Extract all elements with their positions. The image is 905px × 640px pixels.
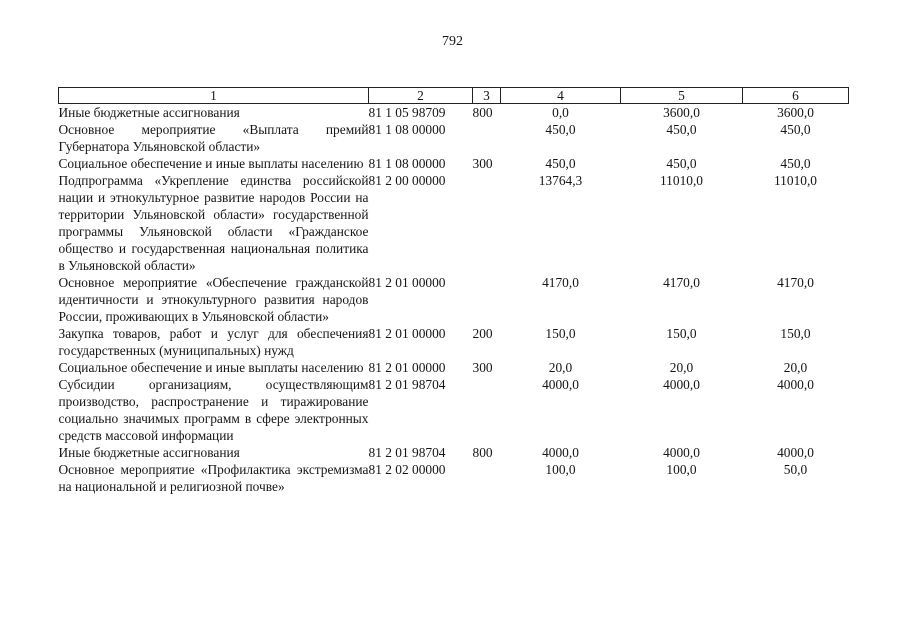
- row-name: Основное мероприятие «Обеспечение гражданской идентичности и этнокультурного развития народов России, проживающих в Ульяновской области»: [58, 275, 369, 324]
- row-expense-type: [473, 461, 501, 495]
- row-value-col6: 4000,0: [777, 377, 814, 392]
- row-expense-type: 800: [472, 445, 493, 460]
- row-code: 81 2 01 00000: [368, 275, 446, 290]
- budget-table: [58, 87, 849, 495]
- row-value-col5: 4000,0: [663, 377, 700, 392]
- row-value-col6: 11010,0: [773, 173, 818, 188]
- row-code: 81 2 02 00000: [368, 462, 446, 477]
- row-value-col4: 100,0: [545, 462, 576, 477]
- row-code: 81 1 08 00000: [368, 156, 446, 171]
- row-value-col4: 4000,0: [542, 445, 579, 460]
- row-code: 81 2 01 98704: [368, 377, 446, 392]
- table-row: [59, 359, 849, 376]
- row-value-col4: 4000,0: [542, 377, 579, 392]
- row-value-col5: 11010,0: [659, 173, 704, 188]
- row-value-col4: 20,0: [548, 360, 573, 375]
- row-name: Закупка товаров, работ и услуг для обеспечения государственных (муниципальных) нужд: [58, 326, 369, 358]
- row-expense-type: [473, 274, 501, 325]
- row-value-col5: 450,0: [666, 156, 697, 171]
- row-name: Основное мероприятие «Выплата премий Губернатора Ульяновской области»: [58, 122, 369, 154]
- row-name: Иные бюджетные ассигнования: [58, 445, 240, 460]
- table-row: [59, 104, 849, 122]
- row-code: 81 2 01 98704: [368, 445, 446, 460]
- row-name: Подпрограмма «Укрепление единства российской нации и этнокультурное развитие народов России на территории Ульяновской области» государственной программы Ульяновской области «Гражданское общество и государственная национальная политика в Ульяновской области»: [58, 173, 369, 273]
- row-name: Основное мероприятие «Профилактика экстремизма на национальной и религиозной почве»: [58, 462, 369, 494]
- row-value-col6: 4000,0: [777, 445, 814, 460]
- row-value-col4: 4170,0: [542, 275, 579, 290]
- row-expense-type: 300: [472, 156, 493, 171]
- row-code: 81 1 08 00000: [368, 122, 446, 137]
- row-value-col6: 150,0: [780, 326, 811, 341]
- row-value-col5: 3600,0: [663, 105, 700, 120]
- row-code: 81 1 05 98709: [368, 105, 446, 120]
- row-value-col4: 13764,3: [538, 173, 583, 188]
- header-col-5: 5: [621, 88, 743, 104]
- row-expense-type: 300: [472, 360, 493, 375]
- row-value-col4: 0,0: [552, 105, 569, 120]
- header-col-6: 6: [743, 88, 849, 104]
- row-value-col6: 50,0: [783, 462, 808, 477]
- header-col-4: 4: [501, 88, 621, 104]
- table-row: [59, 376, 849, 444]
- row-name: Социальное обеспечение и иные выплаты населению: [58, 156, 364, 171]
- header-col-1: 1: [59, 88, 369, 104]
- row-value-col5: 150,0: [666, 326, 697, 341]
- table-row: [59, 172, 849, 274]
- row-expense-type: [473, 172, 501, 274]
- row-value-col6: 4170,0: [777, 275, 814, 290]
- row-value-col4: 450,0: [545, 156, 576, 171]
- row-code: 81 2 01 00000: [368, 360, 446, 375]
- row-name: Социальное обеспечение и иные выплаты населению: [58, 360, 364, 375]
- row-value-col5: 4170,0: [663, 275, 700, 290]
- row-value-col6: 20,0: [783, 360, 808, 375]
- table-row: [59, 461, 849, 495]
- row-value-col4: 450,0: [545, 122, 576, 137]
- row-value-col6: 450,0: [780, 122, 811, 137]
- table-row: [59, 121, 849, 155]
- row-value-col6: 450,0: [780, 156, 811, 171]
- row-name: Иные бюджетные ассигнования: [58, 105, 240, 120]
- table-row: [59, 274, 849, 325]
- row-expense-type: 200: [472, 326, 493, 341]
- table-row: [59, 444, 849, 461]
- row-expense-type: 800: [472, 105, 493, 120]
- row-value-col5: 20,0: [669, 360, 694, 375]
- header-row: [59, 88, 849, 104]
- row-code: 81 2 01 00000: [368, 326, 446, 341]
- row-value-col5: 4000,0: [663, 445, 700, 460]
- row-value-col5: 450,0: [666, 122, 697, 137]
- header-col-2: 2: [369, 88, 473, 104]
- row-value-col6: 3600,0: [777, 105, 814, 120]
- table-row: [59, 155, 849, 172]
- row-value-col5: 100,0: [666, 462, 697, 477]
- row-value-col4: 150,0: [545, 326, 576, 341]
- row-code: 81 2 00 00000: [368, 173, 446, 188]
- row-name: Субсидии организациям, осуществляющим производство, распространение и тиражирование социально значимых программ в сфере электронных средств массовой информации: [58, 377, 369, 443]
- table-row: [59, 325, 849, 359]
- row-expense-type: [473, 121, 501, 155]
- page-number: 792: [442, 34, 463, 49]
- table-body: [59, 104, 849, 496]
- row-expense-type: [473, 376, 501, 444]
- header-col-3: 3: [473, 88, 501, 104]
